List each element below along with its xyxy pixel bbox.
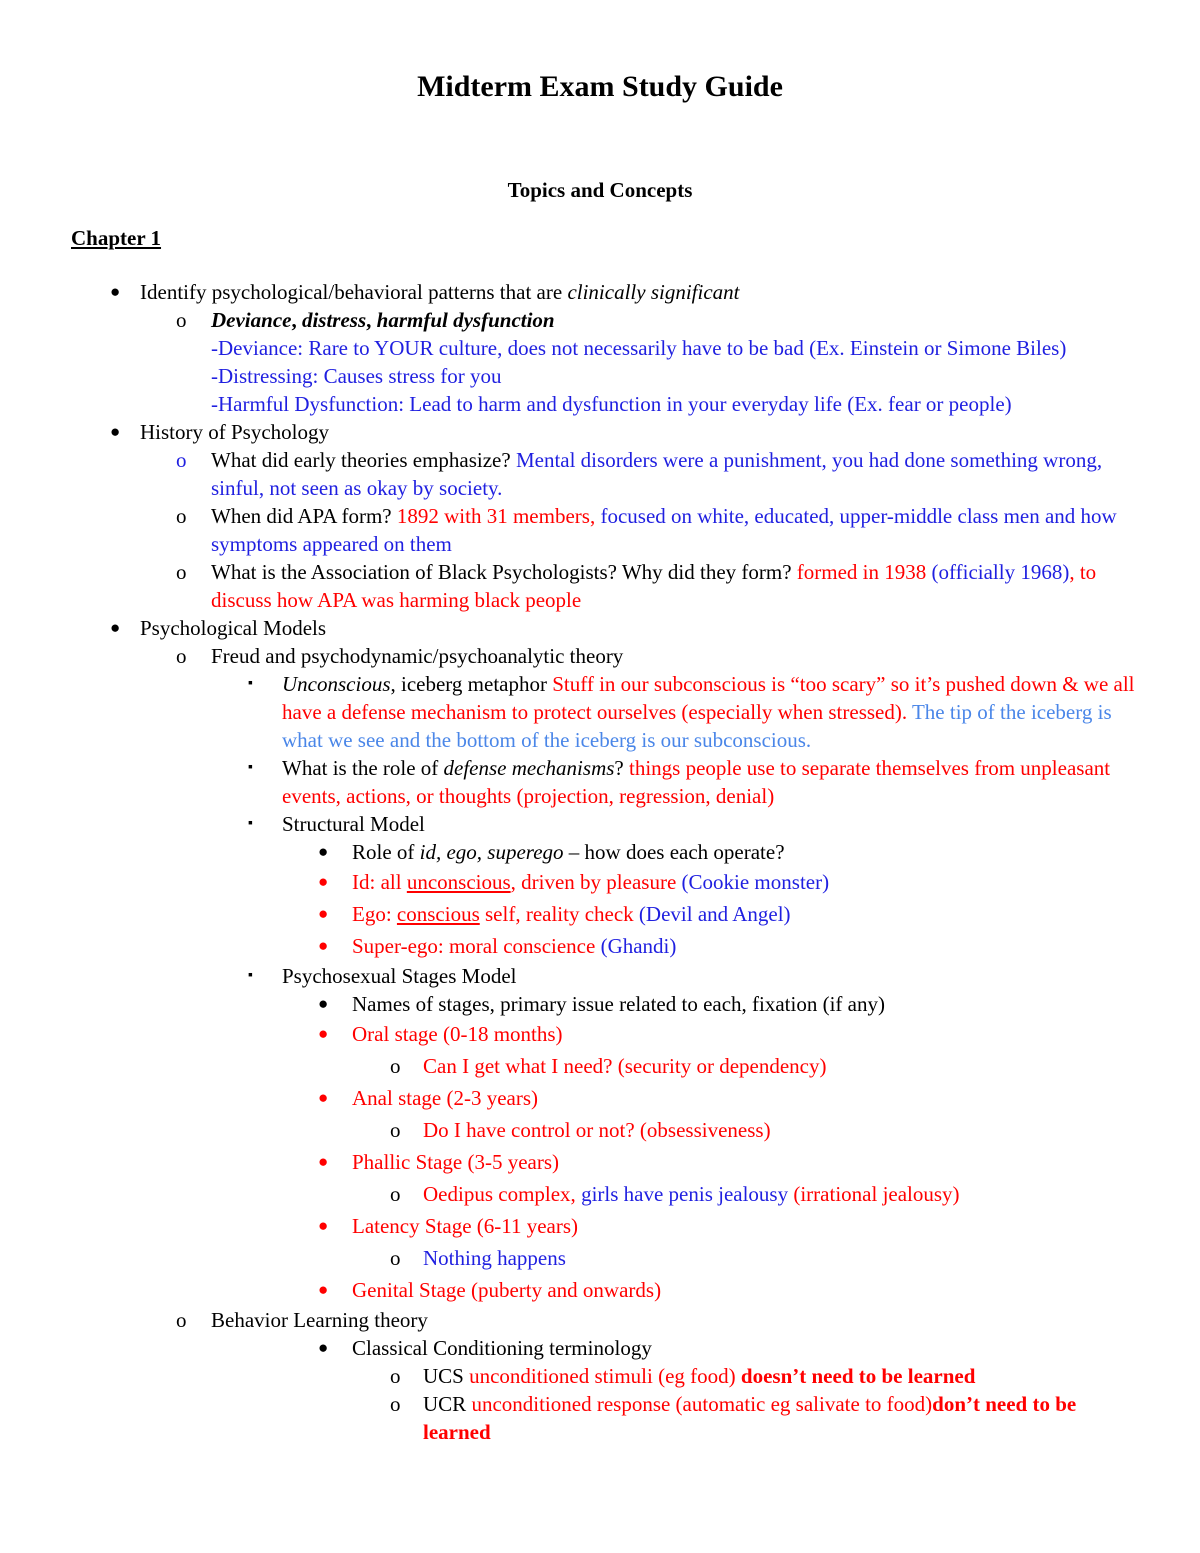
list-item: ● History of Psychology xyxy=(110,420,329,444)
chapter-heading: Chapter 1 xyxy=(71,226,162,250)
disc-bullet-icon: ● xyxy=(110,422,121,441)
list-item: ● Latency Stage (6-11 years) xyxy=(0,1210,1142,1242)
disc-bullet-icon: ● xyxy=(110,282,121,301)
disc-bullet-icon: ● xyxy=(318,904,329,923)
list-item: o Do I have control or not? (obsessiveness) xyxy=(0,1114,1143,1146)
disc-bullet-icon: ● xyxy=(318,1216,329,1235)
list-item: ● Phallic Stage (3-5 years) xyxy=(0,1146,1142,1178)
disc-bullet-icon: ● xyxy=(318,872,329,891)
circle-bullet-icon: o xyxy=(390,1182,401,1206)
list-item: o Oedipus complex, girls have penis jealousy (irrational jealousy) xyxy=(0,1178,1143,1210)
disc-bullet-icon: ● xyxy=(318,842,329,861)
circle-bullet-icon: o xyxy=(176,448,187,472)
circle-bullet-icon: o xyxy=(176,560,187,584)
list-item: ● Psychological Models xyxy=(110,616,327,640)
circle-bullet-icon: o xyxy=(390,1118,401,1142)
disc-bullet-icon: ● xyxy=(318,1024,329,1043)
square-bullet-icon: ▪ xyxy=(248,760,253,775)
list-item: ▪ Unconscious, iceberg metaphor Stuff in our subconscious is “too scary” so it’s pushed down & we all have a defense mechanism to protect ourselves (especially when stressed). The tip of the iceberg is what we see and the bottom of the iceberg is our subconscious. xyxy=(248,672,1135,752)
list-item: ● Oral stage (0-18 months) xyxy=(0,1018,1142,1050)
circle-bullet-icon: o xyxy=(176,1308,187,1332)
circle-bullet-icon: o xyxy=(176,308,187,332)
circle-bullet-icon: o xyxy=(390,1364,401,1388)
list-item: ▪ Psychosexual Stages Model xyxy=(248,964,517,988)
note-harmful-dysfunction: -Harmful Dysfunction: Lead to harm and dysfunction in your everyday life (Ex. fear or people) xyxy=(211,392,1012,416)
list-item: ● Id: all unconscious, driven by pleasure (Cookie monster) xyxy=(0,866,1142,898)
disc-bullet-icon: ● xyxy=(110,618,121,637)
list-item: ● Names of stages, primary issue related to each, fixation (if any) xyxy=(318,992,885,1016)
note-distress: -Distressing: Causes stress for you xyxy=(211,364,502,388)
list-item: ▪ Structural Model xyxy=(248,812,425,836)
circle-bullet-icon: o xyxy=(390,1054,401,1078)
list-item: ▪ What is the role of defense mechanisms? things people use to separate themselves from unpleasant events, actions, or thoughts (projection, regression, denial) xyxy=(248,756,1111,808)
list-item: o When did APA form? 1892 with 31 members, focused on white, educated, upper-middle class men and how symptoms appeared on them xyxy=(176,504,1117,556)
disc-bullet-icon: ● xyxy=(318,936,329,955)
outline-list xyxy=(0,278,1200,1446)
list-item: ● Role of id, ego, superego – how does each operate? xyxy=(318,840,785,864)
disc-bullet-icon: ● xyxy=(318,1280,329,1299)
square-bullet-icon: ▪ xyxy=(248,676,253,691)
circle-bullet-icon: o xyxy=(176,504,187,528)
list-item: ● Genital Stage (puberty and onwards) xyxy=(0,1274,1142,1306)
list-item: o UCS unconditioned stimuli (eg food) doesn’t need to be learned xyxy=(390,1364,976,1388)
list-item: o Can I get what I need? (security or dependency) xyxy=(0,1050,1143,1082)
disc-bullet-icon: ● xyxy=(318,1152,329,1171)
circle-bullet-icon: o xyxy=(176,644,187,668)
list-item: ● Anal stage (2-3 years) xyxy=(0,1082,1142,1114)
list-item: o What did early theories emphasize? Mental disorders were a punishment, you had done something wrong, sinful, not seen as okay by society. xyxy=(176,448,1103,500)
document-title: Midterm Exam Study Guide xyxy=(417,70,783,103)
disc-bullet-icon: ● xyxy=(318,1088,329,1107)
list-item: ● Identify psychological/behavioral patterns that are clinically significant xyxy=(110,280,740,304)
document-subtitle: Topics and Concepts xyxy=(507,178,693,202)
list-item: ● Super-ego: moral conscience (Ghandi) xyxy=(0,930,1142,962)
disc-bullet-icon: ● xyxy=(318,994,329,1013)
disc-bullet-icon: ● xyxy=(318,1338,329,1357)
circle-bullet-icon: o xyxy=(390,1246,401,1270)
square-bullet-icon: ▪ xyxy=(248,816,253,831)
circle-bullet-icon: o xyxy=(390,1392,401,1416)
list-item: o Behavior Learning theory xyxy=(176,1308,428,1332)
list-item: o What is the Association of Black Psychologists? Why did they form? formed in 1938 (officially 1968), to discuss how APA was harming black people xyxy=(176,560,1097,612)
list-item: o UCR unconditioned response (automatic eg salivate to food)don’t need to be learned xyxy=(390,1392,1077,1444)
list-item: o Freud and psychodynamic/psychoanalytic theory xyxy=(176,644,624,668)
square-bullet-icon: ▪ xyxy=(248,968,253,983)
list-item: ● Classical Conditioning terminology xyxy=(318,1336,652,1360)
list-item: ● Ego: conscious self, reality check (Devil and Angel) xyxy=(0,898,1142,930)
note-deviance: -Deviance: Rare to YOUR culture, does not necessarily have to be bad (Ex. Einstein or Simone Biles) xyxy=(211,336,1067,360)
list-item: o Deviance, distress, harmful dysfunction xyxy=(176,308,555,332)
list-item: o Nothing happens xyxy=(0,1242,1143,1274)
